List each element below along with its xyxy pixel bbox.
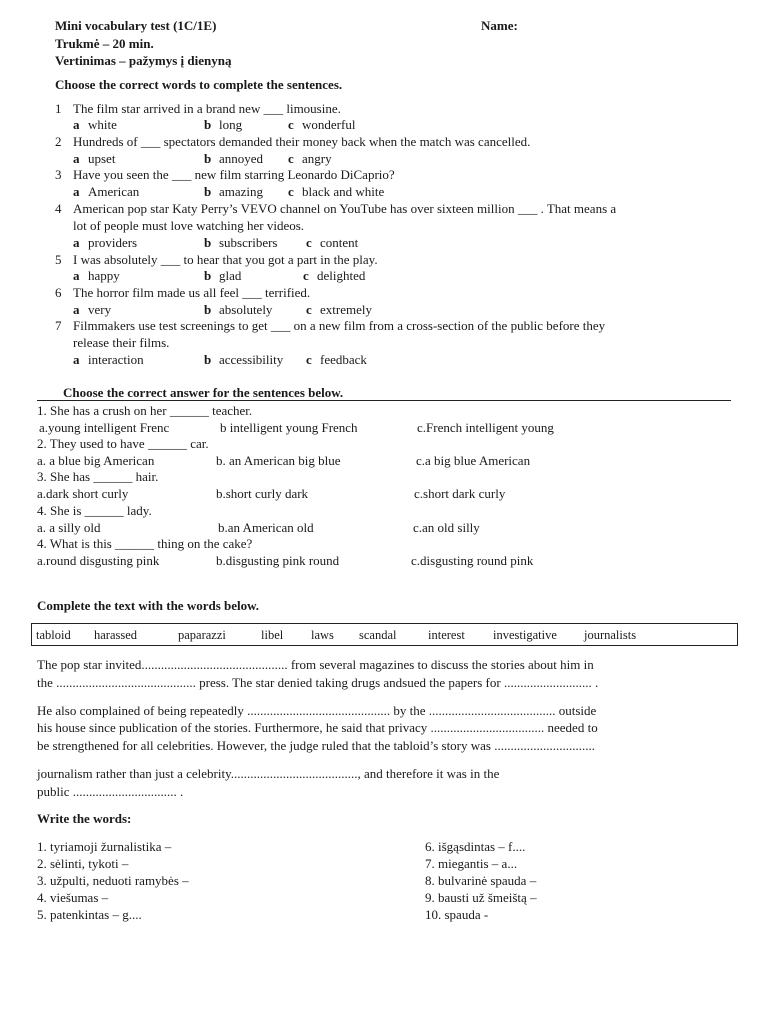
option-letter: a (73, 117, 80, 132)
option-letter: a (73, 151, 80, 166)
test-title: Mini vocabulary test (1C/1E) (55, 18, 217, 33)
question-number: 4 (55, 201, 62, 216)
name-label: Name: (481, 18, 518, 33)
option-text: amazing (219, 184, 264, 199)
option-text: long (219, 117, 243, 132)
word-bank-item: paparazzi (178, 628, 226, 642)
option-letter: c (288, 184, 294, 199)
word-bank-item: tabloid (36, 628, 71, 642)
option-text: interaction (88, 352, 144, 367)
translation-item: 4. viešumas – (37, 890, 109, 905)
option-text: accessibility (219, 352, 284, 367)
translation-item: 10. spauda - (425, 907, 489, 922)
option-text: black and white (302, 184, 385, 199)
option-letter: b (204, 352, 212, 367)
question-text: Filmmakers use test screenings to get ___ on a new film from a cross-section of the public before they (73, 318, 606, 333)
option-letter: c (288, 151, 294, 166)
gap-text-line: public ................................ . (37, 784, 184, 799)
option-c: c.French intelligent young (417, 420, 554, 435)
option-letter: b (204, 302, 212, 317)
gap-text-line: He also complained of being repeatedly ............................................ by the ....................................... outside (37, 703, 597, 718)
word-bank-item: scandal (359, 628, 397, 642)
option-letter: c (288, 117, 294, 132)
translation-item: 6. išgąsdintas – f.... (425, 839, 526, 854)
option-text: delighted (317, 268, 366, 283)
question-number: 6 (55, 285, 62, 300)
option-text: upset (88, 151, 116, 166)
gap-text-line: be strengthened for all celebrities. However, the judge ruled that the tabloid’s story was ............................... (37, 738, 595, 753)
section1-instruction: Choose the correct words to complete the sentences. (55, 77, 343, 92)
option-text: extremely (320, 302, 372, 317)
option-c: c.an old silly (413, 520, 480, 535)
question-text: 1. She has a crush on her ______ teacher. (37, 403, 253, 418)
option-text: subscribers (219, 235, 278, 250)
question-number: 3 (55, 167, 62, 182)
question-text: Hundreds of ___ spectators demanded their money back when the match was cancelled. (73, 134, 531, 149)
option-text: feedback (320, 352, 367, 367)
translation-item: 5. patenkintas – g.... (37, 907, 142, 922)
question-number: 7 (55, 318, 62, 333)
option-letter: b (204, 235, 212, 250)
section3-instruction: Complete the text with the words below. (37, 598, 260, 613)
option-b: b.short curly dark (216, 486, 309, 501)
word-bank-item: laws (311, 628, 334, 642)
option-letter: a (73, 235, 80, 250)
option-letter: b (204, 117, 212, 132)
option-letter: b (204, 151, 212, 166)
option-letter: b (204, 268, 212, 283)
question-text: 3. She has ______ hair. (37, 469, 159, 484)
option-b: b.disgusting pink round (216, 553, 340, 568)
section2-instruction: Choose the correct answer for the sentences below. (63, 385, 344, 400)
option-letter: b (204, 184, 212, 199)
translation-item: 8. bulvarinė spauda – (425, 873, 537, 888)
question-text: 4. What is this ______ thing on the cake? (37, 536, 253, 551)
question-number: 5 (55, 252, 62, 267)
translation-item: 9. bausti už šmeištą – (425, 890, 537, 905)
option-a: a. a silly old (37, 520, 101, 535)
option-text: glad (219, 268, 242, 283)
question-text: release their films. (73, 335, 170, 350)
question-text: lot of people must love watching her videos. (73, 218, 305, 233)
option-b: b intelligent young French (220, 420, 358, 435)
option-c: c.disgusting round pink (411, 553, 534, 568)
question-text: I was absolutely ___ to hear that you got a part in the play. (73, 252, 378, 267)
option-letter: c (306, 302, 312, 317)
translation-item: 1. tyriamoji žurnalistika – (37, 839, 172, 854)
option-b: b. an American big blue (216, 453, 341, 468)
option-letter: c (306, 235, 312, 250)
question-text: 2. They used to have ______ car. (37, 436, 209, 451)
question-text: Have you seen the ___ new film starring Leonardo DiCaprio? (73, 167, 395, 182)
option-text: happy (88, 268, 120, 283)
word-bank (31, 623, 738, 646)
option-c: c.a big blue American (416, 453, 531, 468)
word-bank-item: interest (428, 628, 465, 642)
translation-item: 7. miegantis – a... (425, 856, 518, 871)
option-letter: c (303, 268, 309, 283)
question-text: The film star arrived in a brand new ___ limousine. (73, 101, 341, 116)
gap-text-line: journalism rather than just a celebrity......................................., and therefore it was in the (37, 766, 500, 781)
translation-item: 2. sėlinti, tykoti – (37, 856, 129, 871)
question-number: 2 (55, 134, 62, 149)
option-b: b.an American old (218, 520, 314, 535)
word-bank-item: harassed (94, 628, 138, 642)
translation-item: 3. užpulti, neduoti ramybės – (37, 873, 189, 888)
option-text: angry (302, 151, 332, 166)
option-text: absolutely (219, 302, 273, 317)
word-bank-item: journalists (584, 628, 637, 642)
option-text: very (88, 302, 112, 317)
option-a: a.dark short curly (37, 486, 129, 501)
option-c: c.short dark curly (414, 486, 506, 501)
option-a: a.young intelligent Frenc (39, 420, 170, 435)
option-letter: a (73, 268, 80, 283)
option-letter: a (73, 302, 80, 317)
question-text: The horror film made us all feel ___ terrified. (73, 285, 311, 300)
section4-instruction: Write the words: (37, 811, 132, 826)
duration: Trukmė – 20 min. (55, 36, 154, 51)
gap-text-line: his house since publication of the stories. Furthermore, he said that privacy ................................... needed to (37, 720, 598, 735)
option-text: American (88, 184, 140, 199)
option-a: a.round disgusting pink (37, 553, 160, 568)
option-text: wonderful (302, 117, 356, 132)
gap-text-line: the ........................................... press. The star denied taking drugs andsued the papers for ........................... . (37, 675, 599, 690)
grading: Vertinimas – pažymys į dienyną (55, 53, 232, 68)
option-letter: c (306, 352, 312, 367)
option-letter: a (73, 184, 80, 199)
option-text: white (88, 117, 117, 132)
word-bank-item: libel (261, 628, 284, 642)
option-a: a. a blue big American (37, 453, 155, 468)
option-text: annoyed (219, 151, 264, 166)
option-text: content (320, 235, 359, 250)
option-letter: a (73, 352, 80, 367)
option-text: providers (88, 235, 138, 250)
question-text: American pop star Katy Perry’s VEVO channel on YouTube has over sixteen million ___ . That means a (73, 201, 617, 216)
section2-divider (37, 400, 731, 401)
question-text: 4. She is ______ lady. (37, 503, 152, 518)
word-bank-item: investigative (493, 628, 557, 642)
question-number: 1 (55, 101, 62, 116)
gap-text-line: The pop star invited............................................. from several magazines to discuss the stories about him in (37, 657, 594, 672)
